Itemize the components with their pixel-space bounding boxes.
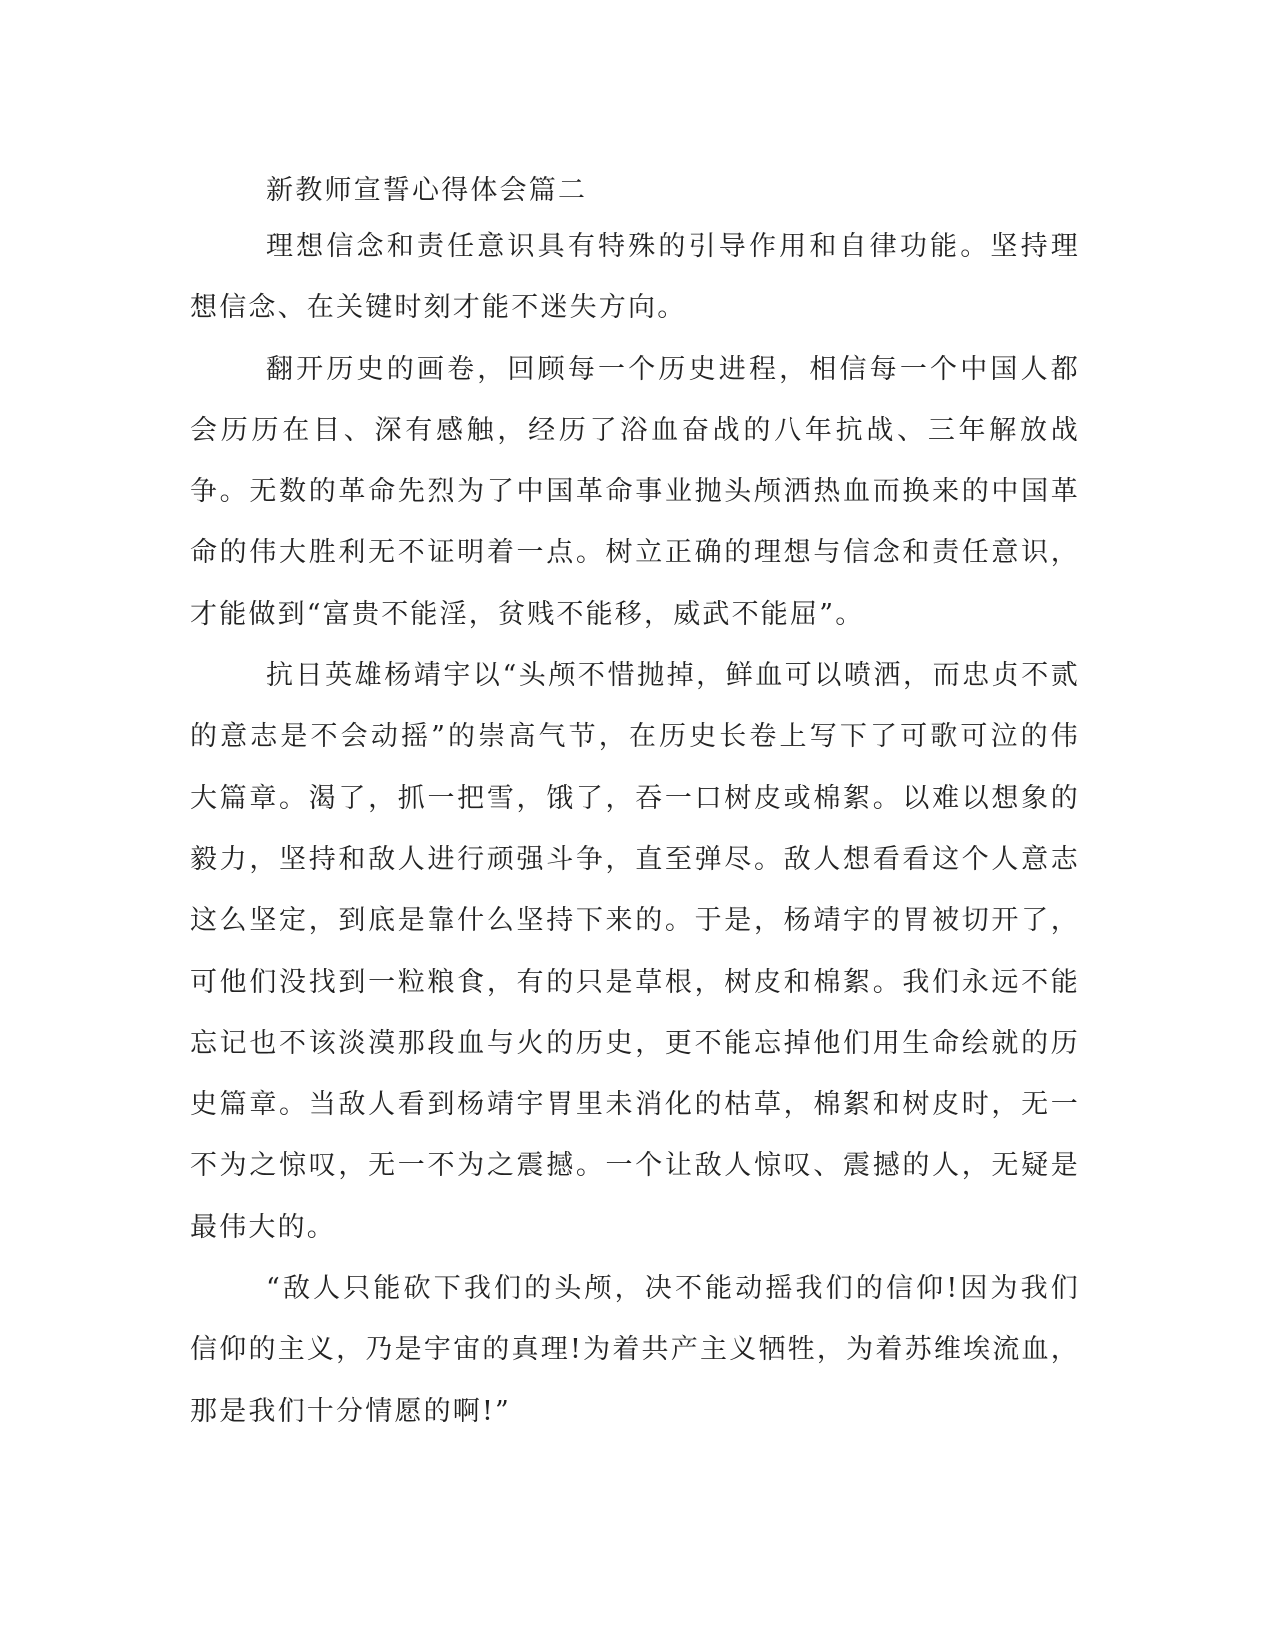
paragraph-yang-jingyu: 抗日英雄杨靖宇以“头颅不惜抛掉，鲜血可以喷洒，而忠贞不贰的意志是不会动摇”的崇高气节，在历史长卷上写下了可歌可泣的伟大篇章。渴了，抓一把雪，饿了，吞一口树皮或棉絮。以难以想象的毅力，坚持和敌人进行顽强斗争，直至弹尽。敌人想看看这个人意志这么坚定，到底是靠什么坚持下来的。于是，杨靖宇的胃被切开了，可他们没找到一粒粮食，有的只是草根，树皮和棉絮。我们永远不能忘记也不该淡漠那段血与火的历史，更不能忘掉他们用生命绘就的历史篇章。当敌人看到杨靖宇胃里未消化的枯草，棉絮和树皮时，无一不为之惊叹，无一不为之震撼。一个让敌人惊叹、震撼的人，无疑是最伟大的。 xyxy=(190,660,1080,1243)
paragraph-quote: “敌人只能砍下我们的头颅，决不能动摇我们的信仰!因为我们信仰的主义，乃是宇宙的真理!为着共产主义牺牲，为着苏维埃流血，那是我们十分情愿的啊!” xyxy=(190,1273,1080,1427)
paragraph-history: 翻开历史的画卷，回顾每一个历史进程，相信每一个中国人都会历历在目、深有感触，经历了浴血奋战的八年抗战、三年解放战争。无数的革命先烈为了中国革命事业抛头颅洒热血而换来的中国革命的伟大胜利无不证明着一点。树立正确的理想与信念和责任意识，才能做到“富贵不能淫，贫贱不能移，威武不能屈”。 xyxy=(190,353,1080,630)
document-body xyxy=(190,166,1080,1442)
paragraph-ideals: 理想信念和责任意识具有特殊的引导作用和自律功能。坚持理想信念、在关键时刻才能不迷失方向。 xyxy=(190,231,1080,324)
document-title: 新教师宣誓心得体会篇二 xyxy=(266,175,588,206)
